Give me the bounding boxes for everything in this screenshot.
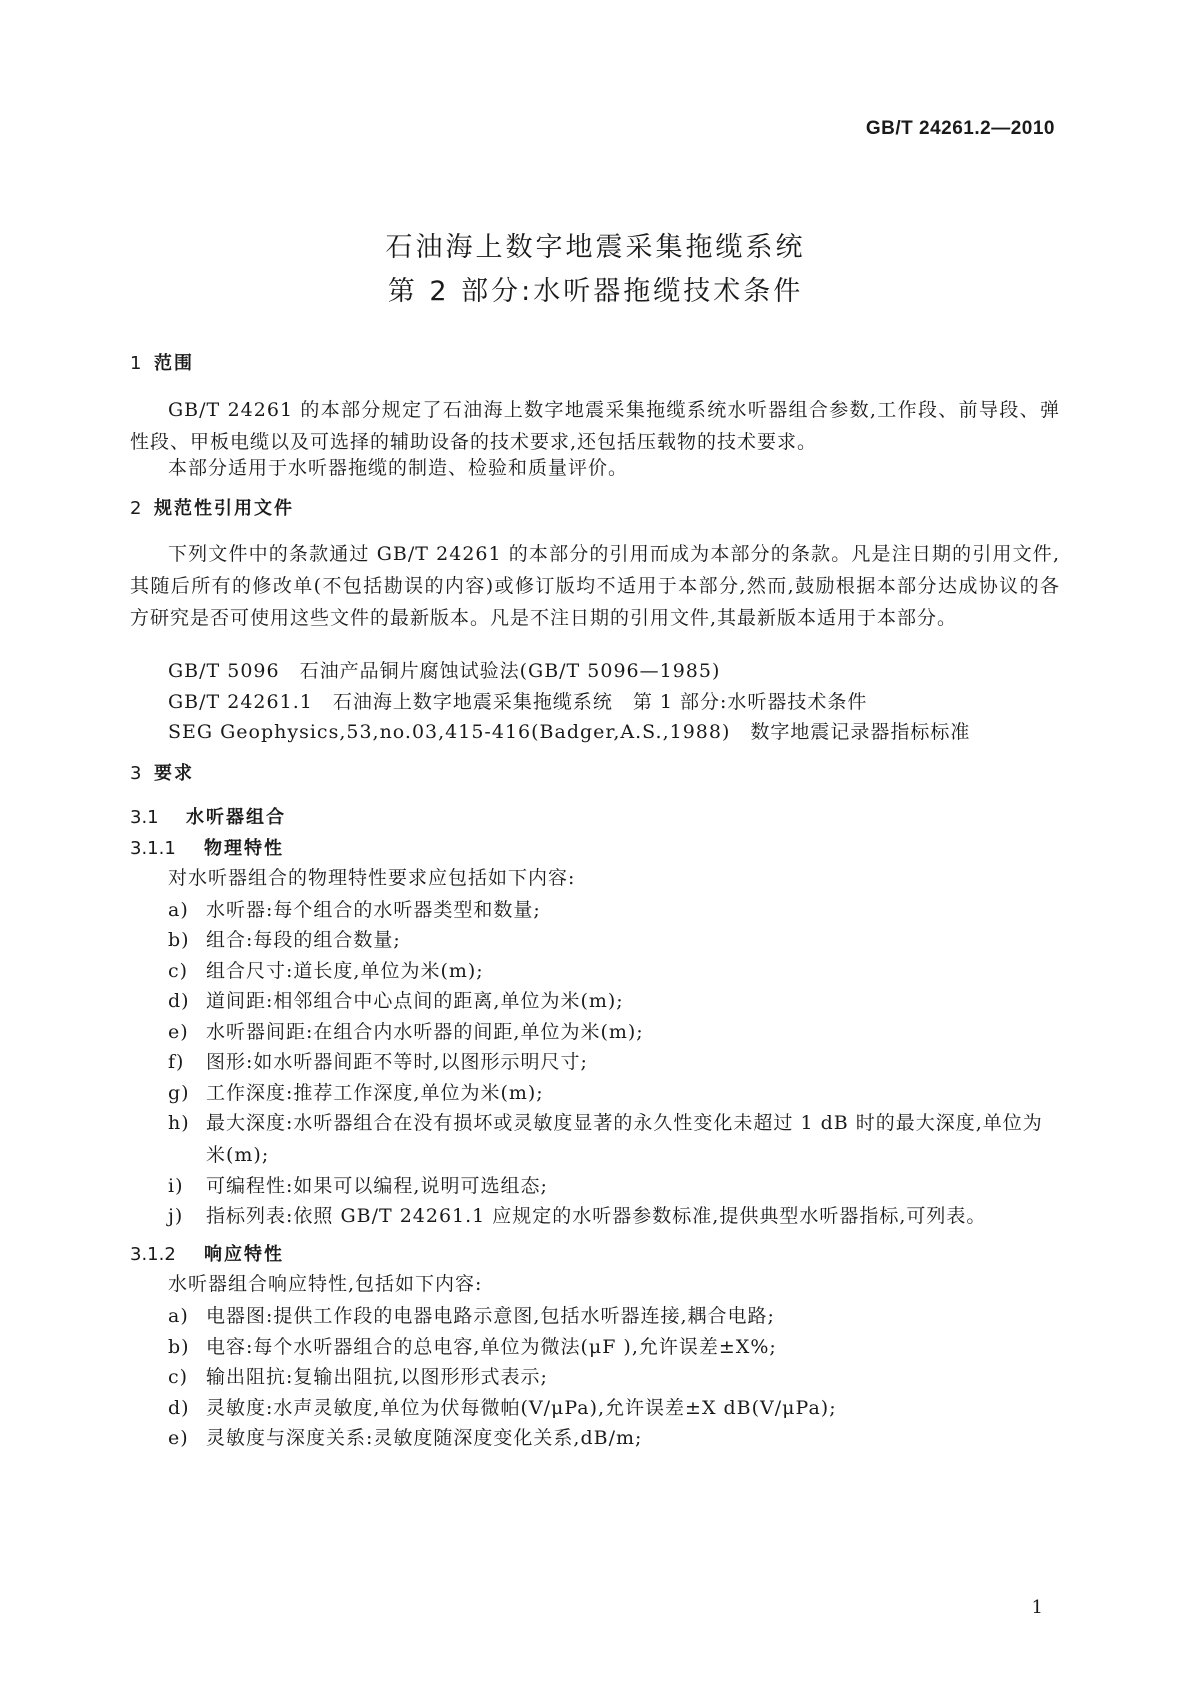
list-item-label: i) (168, 1175, 184, 1197)
section-title: 规范性引用文件 (154, 498, 294, 519)
section-title: 要求 (154, 763, 194, 784)
list-item-label: c) (168, 1366, 189, 1388)
list-item-label: f) (168, 1051, 185, 1073)
list-item-label: a) (168, 899, 189, 921)
scope-paragraph-2: 本部分适用于水听器拖缆的制造、检验和质量评价。 (168, 457, 629, 479)
section-number: 3 (130, 763, 142, 784)
section-heading-scope (130, 352, 194, 376)
section-heading-normative-references (130, 497, 294, 521)
list-item (168, 1200, 1060, 1232)
list-item (168, 1016, 1060, 1048)
list-item (168, 1046, 1060, 1078)
page-number: 1 (1031, 1597, 1043, 1618)
list-item-label: b) (168, 1336, 190, 1358)
physical-properties-intro: 对水听器组合的物理特性要求应包括如下内容: (168, 867, 576, 889)
document-title-line2: 第 2 部分:水听器拖缆技术条件 (387, 276, 804, 307)
list-item (168, 924, 1060, 956)
document-title-line1: 石油海上数字地震采集拖缆系统 (385, 232, 806, 263)
list-item-text: 图形:如水听器间距不等时,以图形示明尺寸; (206, 1051, 588, 1073)
list-item (168, 1361, 1060, 1393)
subsection-number: 3.1.1 (130, 838, 176, 859)
list-item-label: h) (168, 1112, 190, 1134)
list-item-label: c) (168, 960, 189, 982)
list-item-text: 组合尺寸:道长度,单位为米(m); (206, 960, 484, 982)
list-item-text: 电器图:提供工作段的电器电路示意图,包括水听器连接,耦合电路; (206, 1305, 775, 1327)
scope-paragraph-1: GB/T 24261 的本部分规定了石油海上数字地震采集拖缆系统水听器组合参数,工作段、前导段、弹性段、甲板电缆以及可选择的辅助设备的技术要求,还包括压载物的技术要求。 (130, 399, 1060, 453)
list-item-label: d) (168, 1397, 190, 1419)
list-item-text: 水听器间距:在组合内水听器的间距,单位为米(m); (206, 1021, 644, 1043)
list-item-label: d) (168, 990, 190, 1012)
subsection-heading-hydrophone-group (130, 806, 286, 830)
subsection-number: 3.1 (130, 807, 159, 828)
list-item-text: 指标列表:依照 GB/T 24261.1 应规定的水听器参数标准,提供典型水听器指标,可列表。 (206, 1205, 987, 1227)
list-item-text: 道间距:相邻组合中心点间的距离,单位为米(m); (206, 990, 624, 1012)
subsection-title: 物理特性 (204, 838, 284, 859)
list-item (168, 1392, 1060, 1424)
list-item (168, 955, 1060, 987)
list-item-text: 水听器:每个组合的水听器类型和数量; (206, 899, 541, 921)
list-item-text: 电容:每个水听器组合的总电容,单位为微法(μF ),允许误差±X%; (206, 1336, 777, 1358)
section-title: 范围 (154, 353, 194, 374)
list-item (168, 1422, 1060, 1454)
list-item-text: 可编程性:如果可以编程,说明可选组态; (206, 1175, 548, 1197)
list-item (168, 894, 1060, 926)
list-item (168, 1300, 1060, 1332)
reference-item: SEG Geophysics,53,no.03,415-416(Badger,A.S.,1988) 数字地震记录器指标标准 (168, 721, 971, 743)
list-item-text: 工作深度:推荐工作深度,单位为米(m); (206, 1082, 544, 1104)
subsection-title: 水听器组合 (186, 807, 286, 828)
subsection-heading-physical-properties (130, 837, 284, 861)
response-characteristics-intro: 水听器组合响应特性,包括如下内容: (168, 1273, 483, 1295)
list-item (168, 985, 1060, 1017)
subsection-title: 响应特性 (204, 1244, 284, 1265)
list-item (168, 1107, 1060, 1171)
standard-number: GB/T 24261.2—2010 (865, 118, 1055, 139)
section-heading-requirements (130, 762, 194, 786)
references-paragraph: 下列文件中的条款通过 GB/T 24261 的本部分的引用而成为本部分的条款。凡是注日期的引用文件,其随后所有的修改单(不包括勘误的内容)或修订版均不适用于本部分,然而,鼓励根据本部分达成协议的各方研究是否可使用这些文件的最新版本。凡是不注日期的引用文件,其最新版本适用于本部分。 (130, 543, 1060, 629)
section-number: 1 (130, 353, 142, 374)
list-item (168, 1331, 1060, 1363)
list-item-label: g) (168, 1082, 190, 1104)
list-item-text: 灵敏度与深度关系:灵敏度随深度变化关系,dB/m; (206, 1427, 643, 1449)
list-item (168, 1170, 1060, 1202)
section-number: 2 (130, 498, 142, 519)
reference-item: GB/T 5096 石油产品铜片腐蚀试验法(GB/T 5096—1985) (168, 660, 721, 682)
list-item-text: 灵敏度:水声灵敏度,单位为伏每微帕(V/μPa),允许误差±X dB(V/μPa); (206, 1397, 837, 1419)
list-item (168, 1077, 1060, 1109)
list-item-text: 组合:每段的组合数量; (206, 929, 401, 951)
list-item-label: b) (168, 929, 190, 951)
subsection-number: 3.1.2 (130, 1244, 176, 1265)
list-item-text: 最大深度:水听器组合在没有损坏或灵敏度显著的永久性变化未超过 1 dB 时的最大深度,单位为米(m); (206, 1112, 1043, 1166)
list-item-text: 输出阻抗:复输出阻抗,以图形形式表示; (206, 1366, 548, 1388)
list-item-label: j) (168, 1205, 184, 1227)
list-item-label: e) (168, 1427, 189, 1449)
list-item-label: e) (168, 1021, 189, 1043)
list-item-label: a) (168, 1305, 189, 1327)
subsection-heading-response-characteristics (130, 1243, 284, 1267)
reference-item: GB/T 24261.1 石油海上数字地震采集拖缆系统 第 1 部分:水听器技术条件 (168, 691, 868, 713)
